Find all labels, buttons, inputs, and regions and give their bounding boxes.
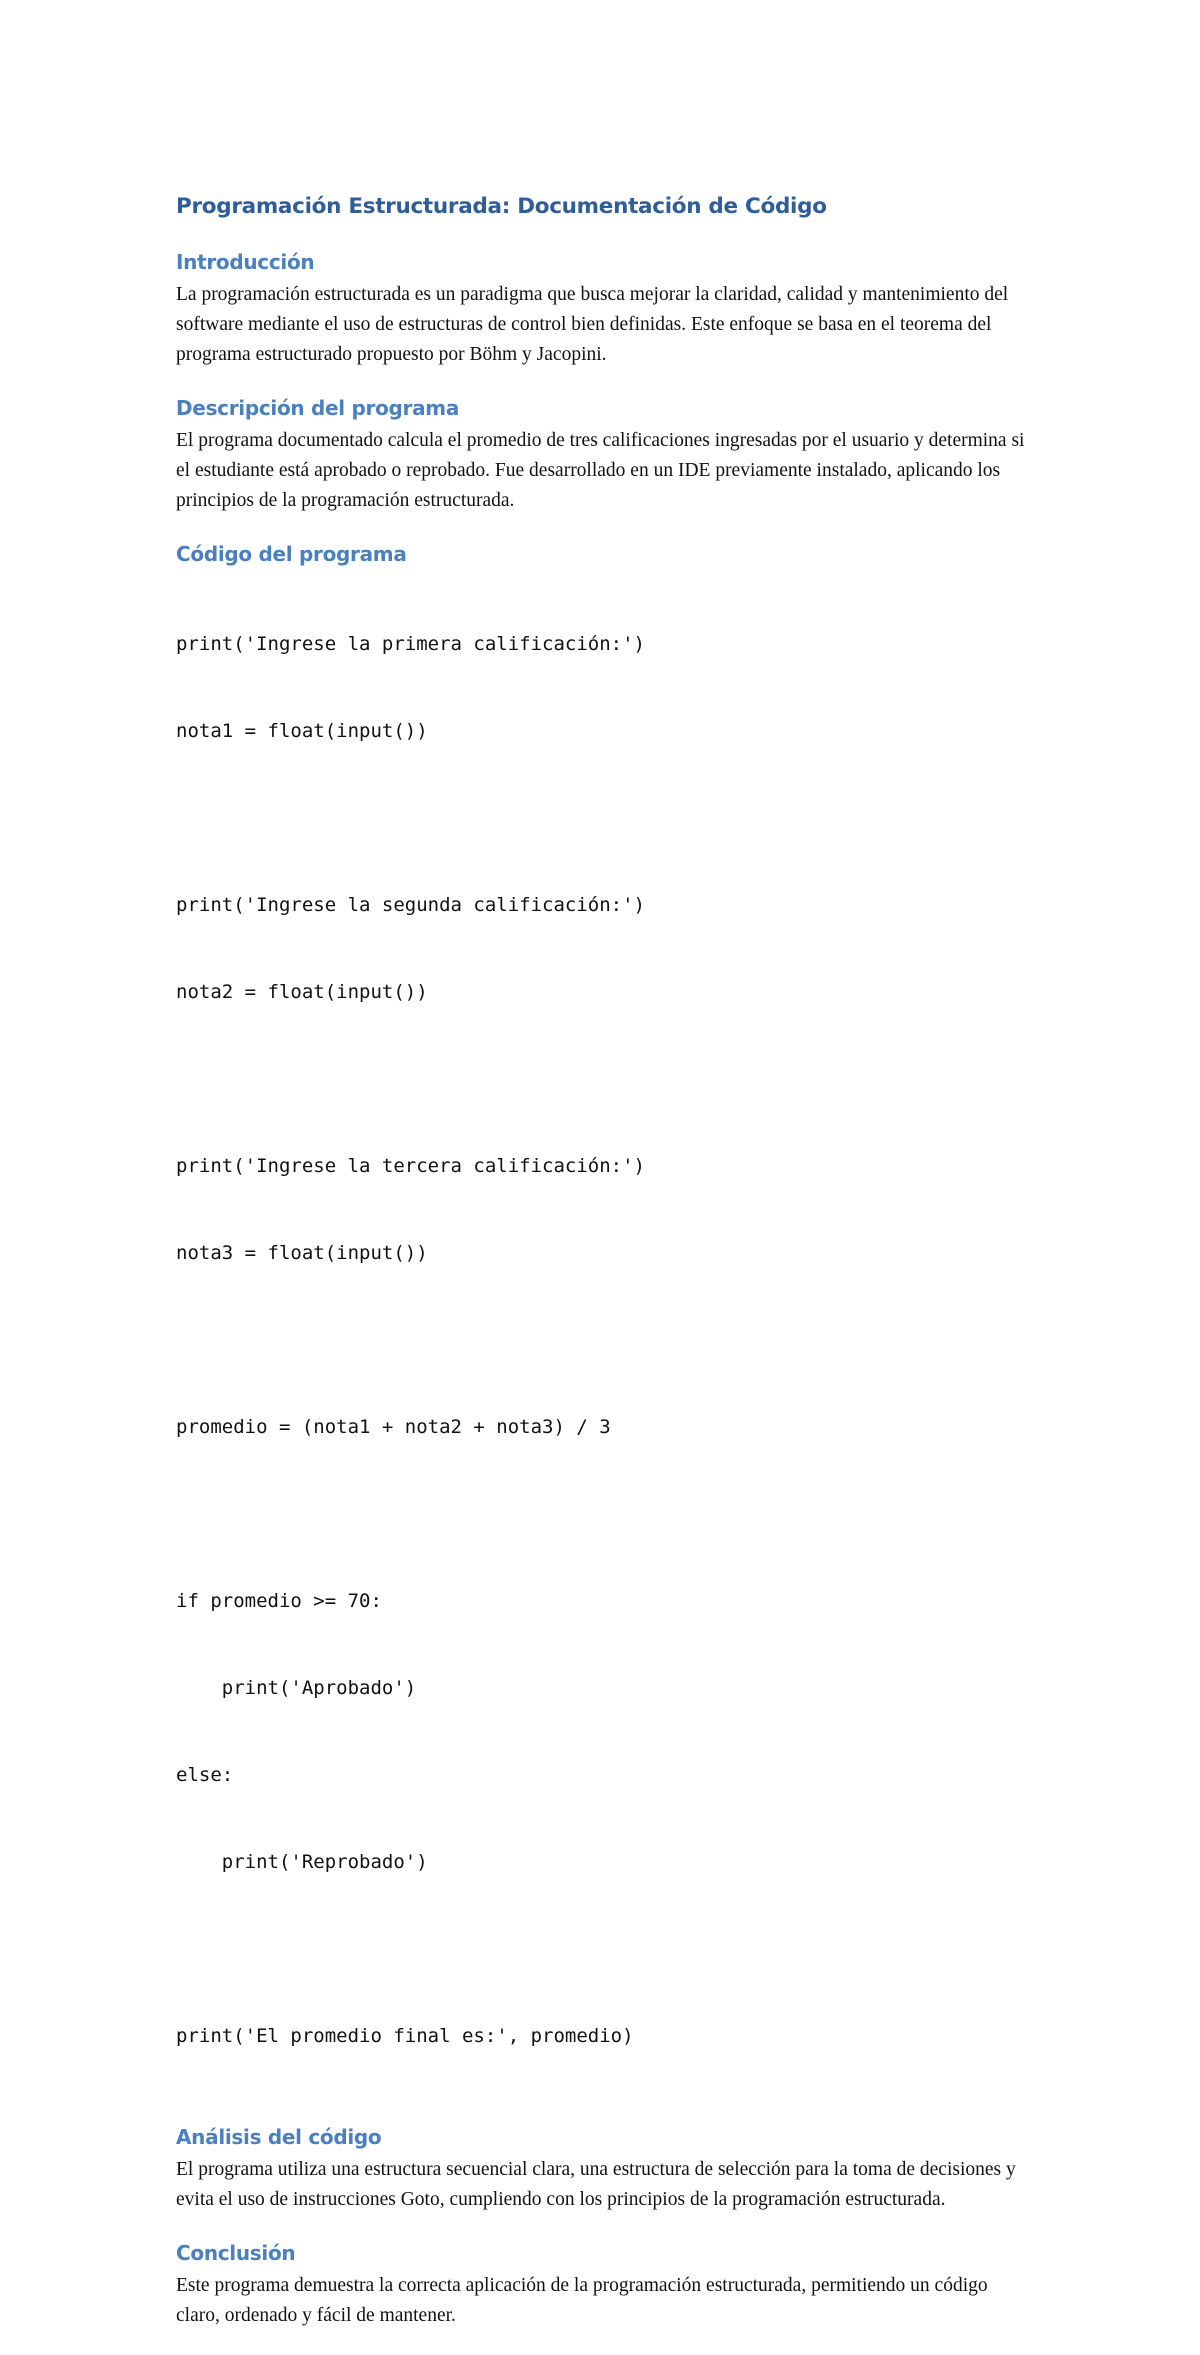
section-heading-analisis: Análisis del código bbox=[176, 2125, 382, 2149]
document-title: Programación Estructurada: Documentación de Código bbox=[176, 194, 827, 219]
code-line: else: bbox=[176, 1764, 234, 1786]
section-codigo bbox=[176, 540, 1026, 2109]
code-line bbox=[176, 804, 1026, 833]
section-heading-descripcion: Descripción del programa bbox=[176, 396, 460, 420]
paragraph-introduccion: La programación estructurada es un paradigma que busca mejorar la claridad, calidad y mantenimiento del software mediante el uso de estructuras de control bien definidas. Este enfoque se basa en el teorema del programa estructurado propuesto por Böhm y Jacopini. bbox=[176, 284, 1009, 365]
code-block bbox=[176, 572, 1026, 2109]
paragraph-descripcion: El programa documentado calcula el promedio de tres calificaciones ingresadas por el usuario y determina si el estudiante está aprobado o reprobado. Fue desarrollado en un IDE previamente instalado, aplicando los principios de la programación estructurada. bbox=[176, 430, 1025, 511]
code-line: print('Aprobado') bbox=[176, 1677, 417, 1699]
paragraph-conclusion: Este programa demuestra la correcta aplicación de la programación estructurada, permitiendo un código claro, ordenado y fácil de mantener. bbox=[176, 2275, 988, 2326]
code-line: print('Ingrese la tercera calificación:') bbox=[176, 1155, 645, 1177]
code-line: promedio = (nota1 + nota2 + nota3) / 3 bbox=[176, 1416, 611, 1438]
code-line: print('Ingrese la primera calificación:') bbox=[176, 633, 645, 655]
document-content bbox=[176, 192, 1026, 2355]
code-line: nota3 = float(input()) bbox=[176, 1242, 428, 1264]
code-line bbox=[176, 1065, 1026, 1094]
paragraph-analisis: El programa utiliza una estructura secuencial clara, una estructura de selección para la toma de decisiones y evita el uso de instrucciones Goto, cumpliendo con los principios de la programación estructurada. bbox=[176, 2159, 1016, 2210]
section-introduccion bbox=[176, 248, 1026, 370]
section-analisis bbox=[176, 2123, 1026, 2215]
code-line bbox=[176, 1326, 1026, 1355]
section-heading-conclusion: Conclusión bbox=[176, 2241, 296, 2265]
code-line: print('El promedio final es:', promedio) bbox=[176, 2025, 634, 2047]
code-line bbox=[176, 1935, 1026, 1964]
code-line: print('Reprobado') bbox=[176, 1851, 428, 1873]
code-line: print('Ingrese la segunda calificación:') bbox=[176, 894, 645, 916]
section-heading-codigo: Código del programa bbox=[176, 542, 407, 566]
section-conclusion bbox=[176, 2239, 1026, 2331]
code-line: nota1 = float(input()) bbox=[176, 720, 428, 742]
section-heading-introduccion: Introducción bbox=[176, 250, 315, 274]
code-line: nota2 = float(input()) bbox=[176, 981, 428, 1003]
section-descripcion bbox=[176, 394, 1026, 516]
code-line: if promedio >= 70: bbox=[176, 1590, 382, 1612]
code-line bbox=[176, 1500, 1026, 1529]
